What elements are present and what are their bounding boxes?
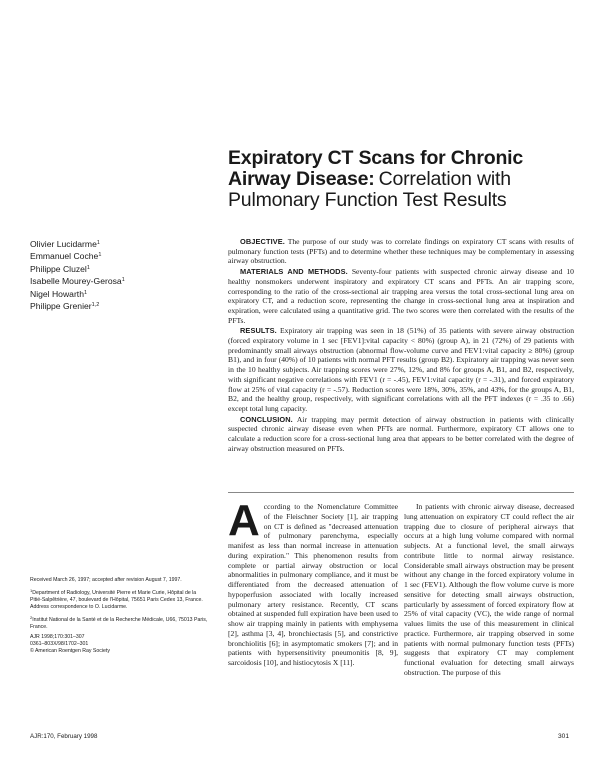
copyright: © American Roentgen Ray Society xyxy=(30,648,110,654)
body-column-right xyxy=(404,502,574,678)
journal-footer: AJR:170, February 1998 xyxy=(30,733,98,740)
affiliation-2: $^2$Institut National de la Santé et de la Recherche Médicale, U66, 75013 Paris, France. xyxy=(30,615,208,630)
article-notes xyxy=(30,577,208,655)
body-text-left: ccording to the Nomenclature Committee of the Fleischner Society [1], air trapping on CT is defined as "decreased attenuation of pulmonary parenchyma, especially manifest as less than normal increase in attenuation during expiration." This phenomenon results from complete or partial airway obstruction or local abnormalities in pulmonary compliance, and it must be differentiated from the decreased attenuation of hypoperfusion associated with locally increased pulmonary artery resistance. Recently, CT scans obtained at suspended full expiration have been used to show air trapping mainly in patients with emphysema [2], asthma [3, 4], bronchiectasis [5], and constrictive bronchiolitis [6]; in asymptomatic smokers [7]; and in patients with hypersensitivity pneumonitis [8, 9], sarcoidosis [10], and histiocytosis X [11]. xyxy=(228,502,398,667)
abstract-objective: OBJECTIVE. The purpose of our study was to correlate findings on expiratory CT scans with results of pulmonary function tests (PFTs) and to determine whether these techniques may be complementary in assessing airway obstruction. xyxy=(228,237,575,266)
received-note: Received March 26, 1997; accepted after revision August 7, 1997. xyxy=(30,577,182,583)
body-column-left xyxy=(228,496,398,668)
drop-cap: A xyxy=(228,496,260,545)
title-bold: Expiratory CT Scans for Chronic Airway Disease: xyxy=(228,147,524,190)
author-name: Nigel Howarth$^1$ xyxy=(30,288,88,299)
affiliation-1: $^1$Department of Radiology, Université Pierre et Marie Curie, Hôpital de la Pitié-Salpêtrière, 47, boulevard de l'Hôpital, 75651 Paris Cedex 13, France. Address correspondence to O. Lucidarme. xyxy=(30,588,203,610)
author-name: Philippe Cluzel$^1$ xyxy=(30,263,90,274)
author-name: Philippe Grenier$^{1,2}$ xyxy=(30,301,100,312)
citation: AJR 1998;170:301–307 xyxy=(30,634,85,640)
abstract-methods: MATERIALS AND METHODS. Seventy-four patients with suspected chronic airway disease and 10 healthy nonsmokers underwent inspiratory and expiratory CT scans and PFTs. An air trapping score, corresponding to the ratio of the cross-sectional air trapping area versus the total cross-sectional lung area on expiratory CT, and a reduction score, representing the change in cross-sectional lung area at inspiration and expiration, were calculated using a quantitative grid. The two scores were then correlated with the results of the PFTs. xyxy=(228,267,574,325)
title-subtitle: Correlation with Pulmonary Function Test Results xyxy=(228,168,511,211)
author-list xyxy=(30,238,220,312)
issn: 0361–803X/98/1702–301 xyxy=(30,641,89,647)
abstract-conclusion: CONCLUSION. Air trapping may permit detection of airway obstruction in patients with clinically suspected chronic airway disease even when PFTs are normal. Furthermore, expiratory CT allows one to calculate a reduction score for a cross-sectional lung area that appears to be better correlated with the degree of airway obstruction measured on PFTs. xyxy=(228,414,574,453)
page-number: 301 xyxy=(558,733,570,740)
section-divider xyxy=(228,492,574,493)
author-name: Emmanuel Coche$^1$ xyxy=(30,251,102,262)
author-name: Olivier Lucidarme$^1$ xyxy=(30,239,100,249)
author-name: Isabelle Mourey-Gerosa$^1$ xyxy=(30,276,125,287)
article-title xyxy=(228,148,568,211)
abstract xyxy=(228,237,574,454)
body-text-right: In patients with chronic airway disease, decreased lung attenuation on expiratory CT could reflect the air trapping due to closure of peripheral airways that occurs at a high lung volume compared with normal subjects. At a functional level, the small airways contribute little to normal airway resistance. Considerable small airways obstruction may be present without any change in the forced expiratory volume in 1 sec (FEV1). Although the flow volume curve is more sensitive for detecting small airways obstruction, particularly by assessment of forced expiratory flow at 25% of vital capacity (VC), the wide range of normal values limits the use of this measurement in clinical practice. Furthermore, air trapping observed in some patients with normal pulmonary function tests (PFTs) suggests that expiratory CT may complement functional evaluation for detecting small airways obstruction. The purpose of this xyxy=(404,502,574,677)
abstract-results: RESULTS. Expiratory air trapping was seen in 18 (51%) of 35 patients with severe airway obstruction (forced expiratory volume in 1 sec [FEV1]:vital capacity < 80%) (group A), in 21 (72%) of 29 patients with predominantly small airways obstruction (abnormal flow-volume curve and FEV1:vital capacity ≥ 80%) (group B1), and in four (40%) of 10 patients with normal PFT results (group B2). Expiratory air trapping was never seen in the 10 healthy subjects. Air trapping scores were 27%, 12%, and 8% for groups A, B1, and B2, respectively, with significant negative correlations with FEV1 (r = -.45), FEV1:vital capacity (r = -.31), and forced expiratory flow at 25% of vital capacity (r = -.57). Reduction scores were 18%, 30%, 35%, and 43%, for the groups A, B1, B2, and the healthy group, respectively, with significant correlations with all the PFT indexes (r = .35 to .66) except total lung capacity. xyxy=(228,326,574,413)
